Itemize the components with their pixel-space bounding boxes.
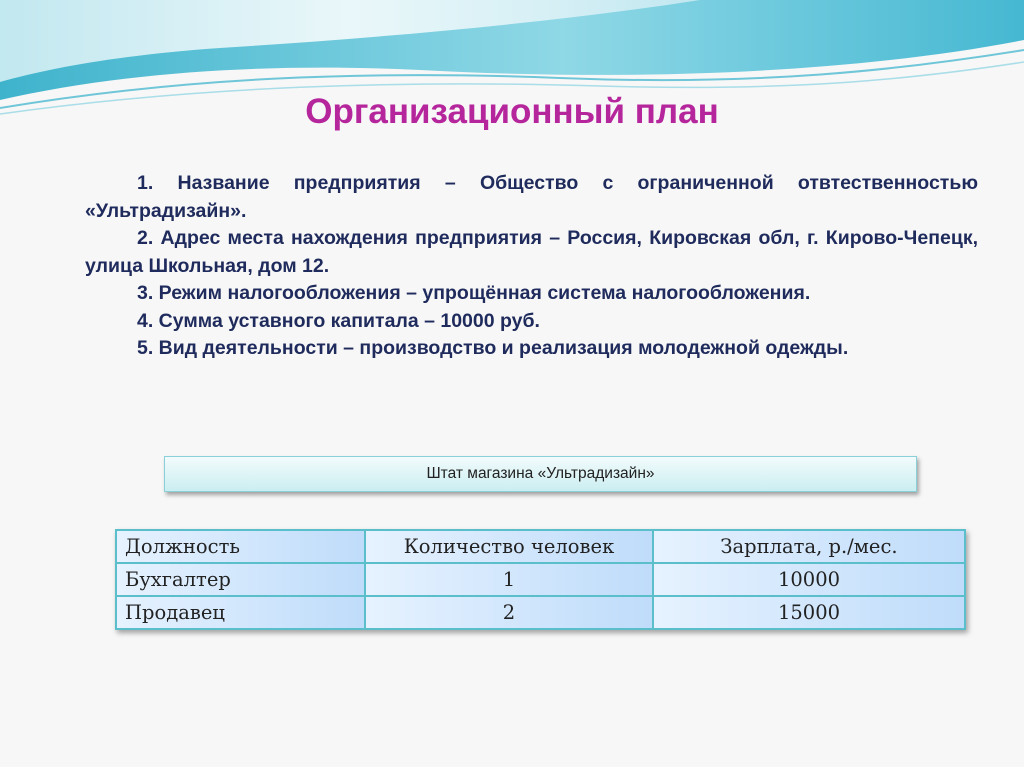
staff-table <box>115 529 966 630</box>
table-row <box>116 563 965 596</box>
staff-heading-box: Штат магазина «Ультрадизайн» <box>164 456 917 492</box>
cell-count: 2 <box>365 596 653 629</box>
cell-position: Продавец <box>116 596 365 629</box>
cell-count: 1 <box>365 563 653 596</box>
plan-item-1: 1. Название предприятия – Общество с ограниченной отвтественностью «Ультрадизайн». <box>85 172 978 222</box>
plan-item-2: 2. Адрес места нахождения предприятия – Россия, Кировская обл, г. Кирово-Чепецк, улица Школьная, дом 12. <box>85 227 978 277</box>
plan-item-5: 5. Вид деятельности – производство и реализация молодежной одежды. <box>137 337 849 359</box>
table-header-row <box>116 530 965 563</box>
plan-item-4: 4. Сумма уставного капитала – 10000 руб. <box>137 309 540 332</box>
cell-salary: 10000 <box>653 563 965 596</box>
page-title: Организационный план <box>305 92 719 131</box>
header-salary: Зарплата, р./мес. <box>653 530 965 563</box>
table-row <box>116 596 965 629</box>
plan-item-3: 3. Режим налогообложения – упрощённая система налогообложения. <box>137 282 811 304</box>
header-position: Должность <box>116 530 365 563</box>
header-count: Количество человек <box>365 530 653 563</box>
cell-position: Бухгалтер <box>116 563 365 596</box>
plan-list <box>85 170 978 363</box>
cell-salary: 15000 <box>653 596 965 629</box>
